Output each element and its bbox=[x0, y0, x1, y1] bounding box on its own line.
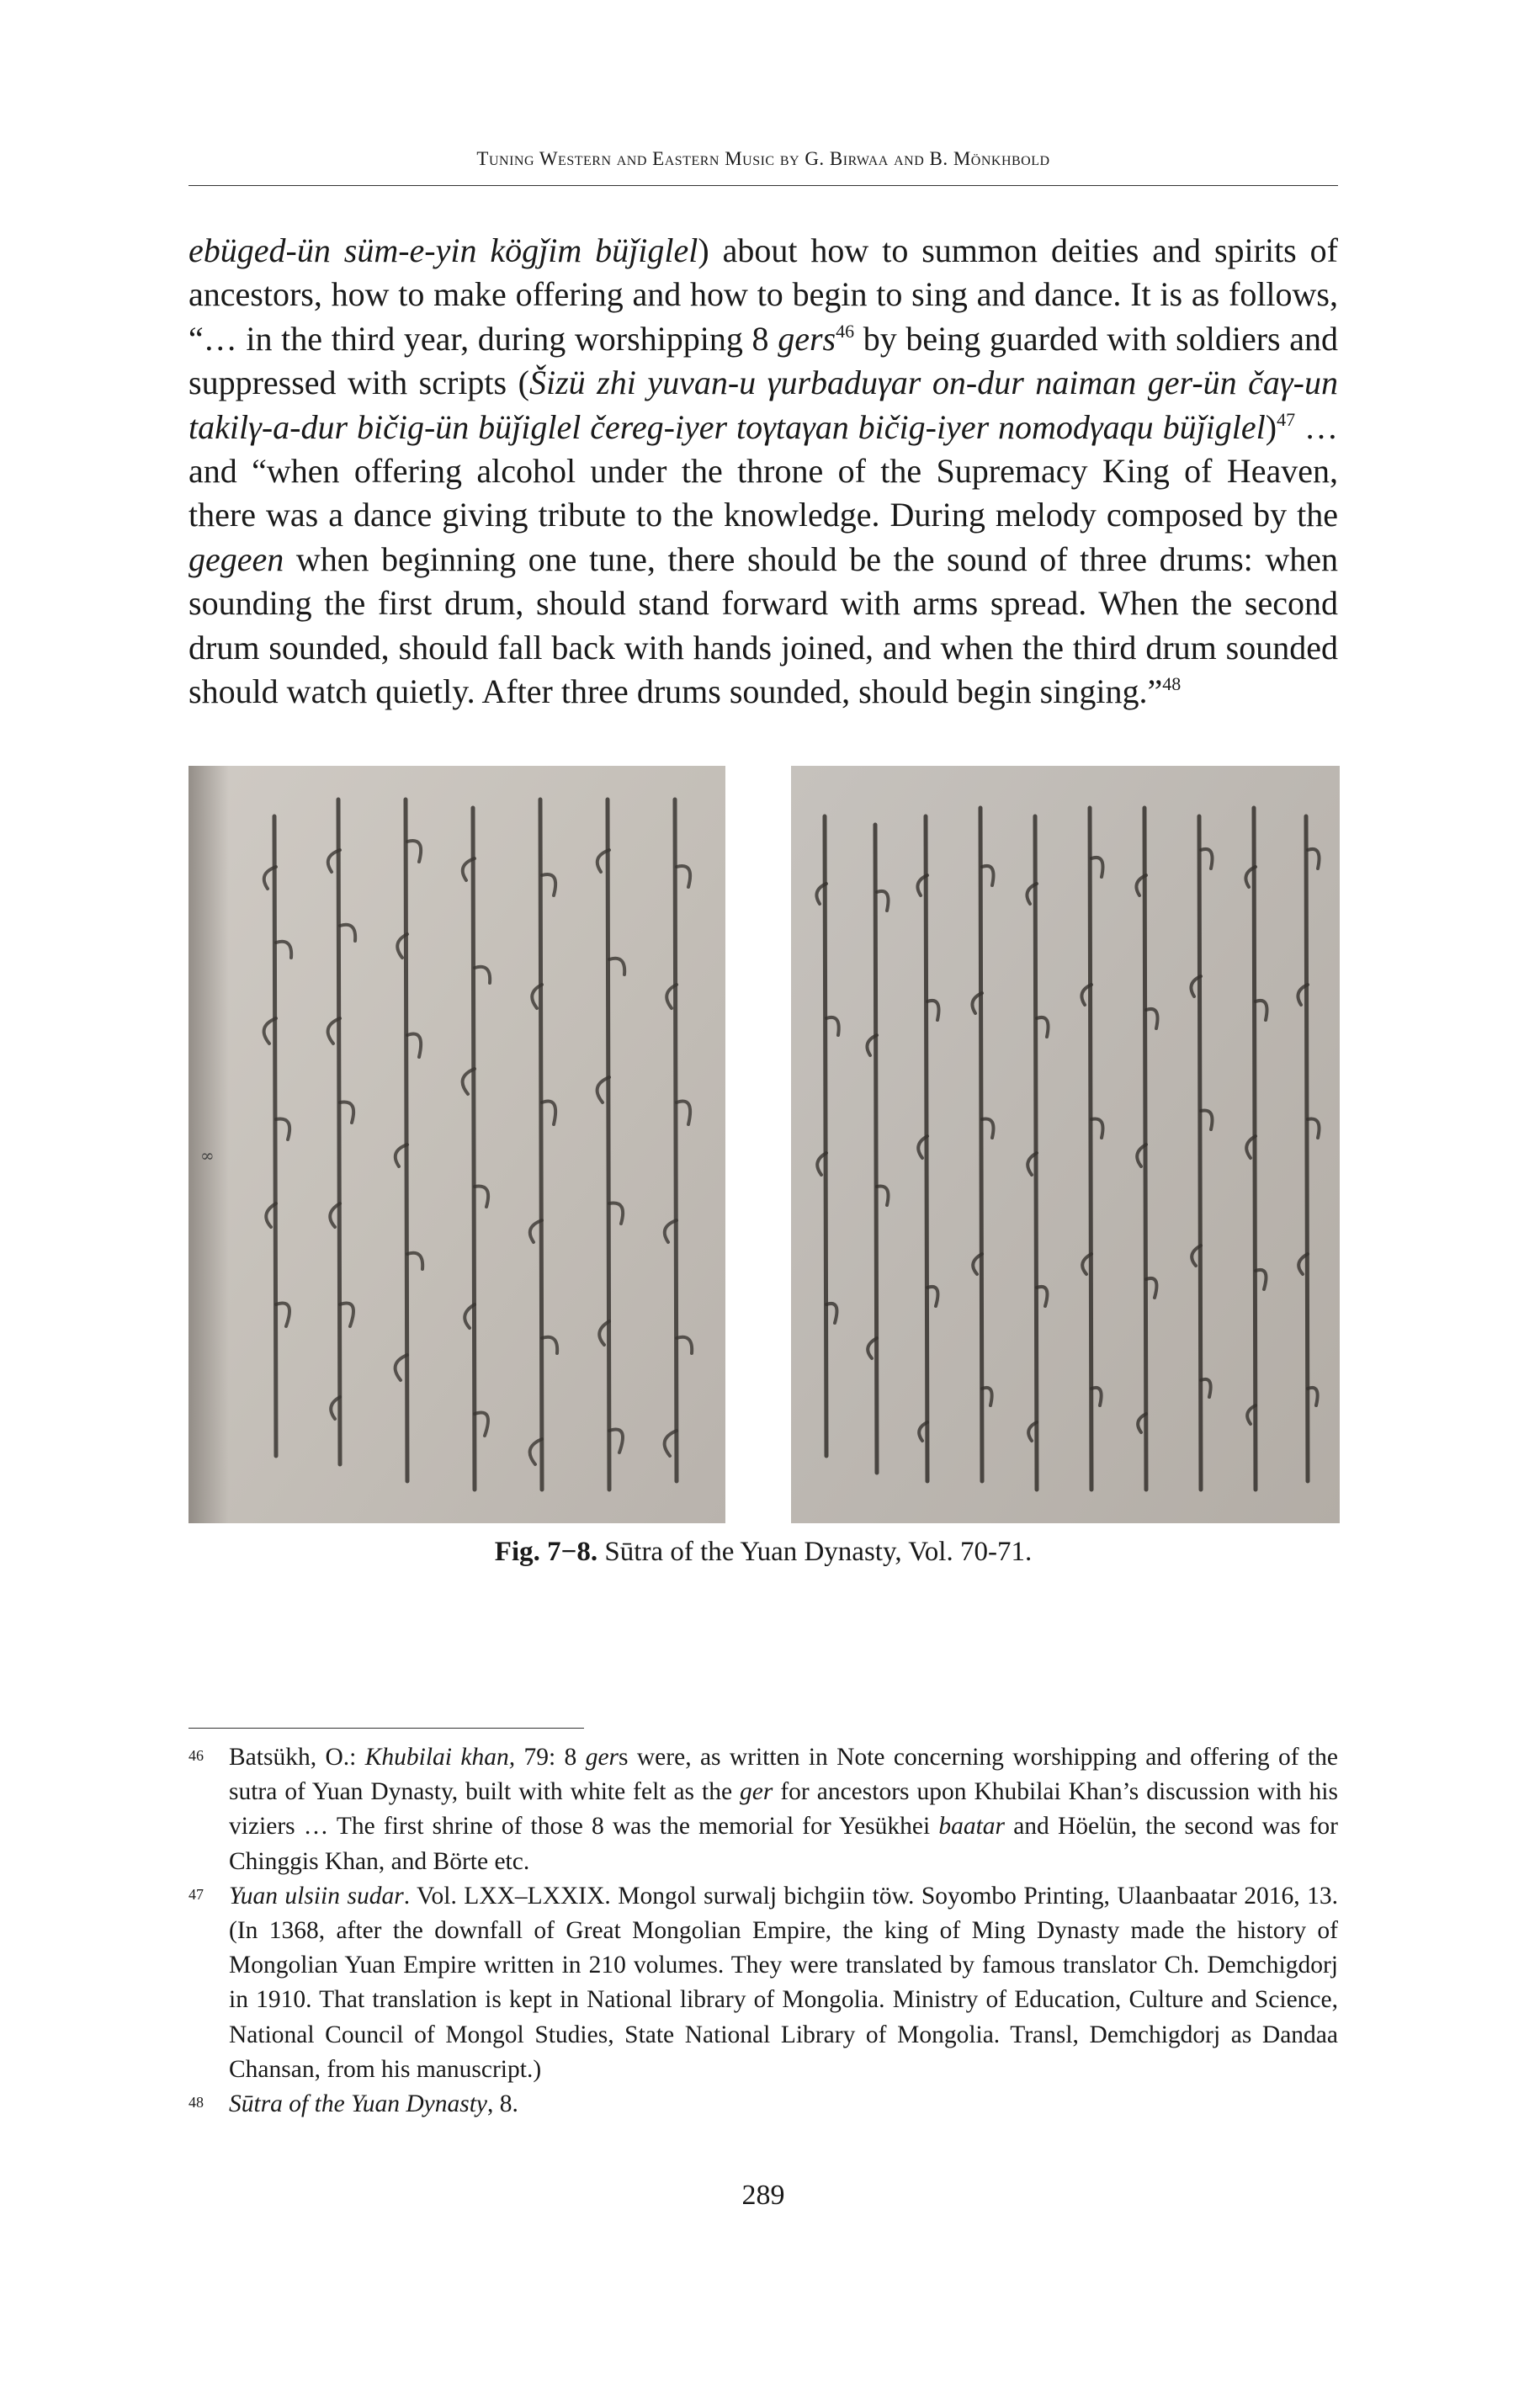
footnote-italic: ger bbox=[740, 1778, 773, 1806]
term-gers: gers bbox=[778, 319, 836, 358]
footnote-text: and Höelün, the second was for Chinggis Khan, and Börte etc. bbox=[229, 1813, 1338, 1875]
footnote-ref-47[interactable]: 47 bbox=[1277, 408, 1296, 430]
footnote-ref-46[interactable]: 46 bbox=[836, 320, 855, 342]
footnote-text: for ancestors upon Khubilai Khan’s discussion with his viziers … The first shrine of those 8 was the memorial for Yesükhei bbox=[229, 1778, 1338, 1841]
page-number: 289 bbox=[741, 2180, 785, 2211]
footnote-number: 47 bbox=[189, 1885, 204, 1903]
body-text-segment: … and “when offering alcohol under the throne of the Supremacy King of Heaven, there was a dance giving tribute to the knowledge. During melody composed by the bbox=[189, 407, 1339, 534]
footnotes bbox=[189, 1740, 1338, 2122]
footnote-text: s were, as written in Note concerning worshipping and offering of the sutra of Yuan Dynasty, built with white felt as the bbox=[229, 1744, 1339, 1806]
footnote-text: , 8. bbox=[487, 2090, 518, 2118]
footnote-47 bbox=[189, 1879, 1338, 2087]
footnote-number: 46 bbox=[189, 1747, 204, 1764]
body-text-segment: ) bbox=[1265, 407, 1277, 446]
manuscript-image-left bbox=[189, 766, 725, 1523]
footnote-italic: baatar bbox=[938, 1813, 1006, 1841]
figure-caption bbox=[189, 1537, 1338, 1568]
footnote-48 bbox=[189, 2087, 1338, 2122]
transliteration-title: ebüged-ün süm-e-yin kögǰim büǰiglel bbox=[189, 231, 698, 269]
body-paragraph bbox=[189, 229, 1338, 714]
transliteration-quote: Šizü zhi yuvan-u γurbaduγar on-dur naiman ger-ün čaγ-un takilγ-a-dur bičig-ün büǰiglel čereg-iyer toγtaγan bičig-iyer nomodγaqu büǰiglel bbox=[189, 364, 1338, 446]
footnote-italic: Khubilai khan, bbox=[364, 1744, 516, 1771]
term-gegeen: gegeen bbox=[189, 539, 284, 578]
footnote-ref-48[interactable]: 48 bbox=[1162, 673, 1182, 695]
footnote-italic: Yuan ulsiin sudar bbox=[229, 1882, 404, 1910]
running-head: Tuning Western and Eastern Music by G. Birwaa and B. Mönkhbold bbox=[476, 148, 1050, 169]
footnote-text: . Vol. LXX–LXXIX. Mongol surwalj bichgiin töw. Soyombo Printing, Ulaanbaatar 2016, 13. (In 1368, after the downfall of Great Mongolian Empire, the king of Ming Dynasty made the history of Mongolian Yuan Empire written in 210 volumes. They were translated by famous translator Ch. Demchigdorj in 1910. That translation is kept in National library of Mongolia. Ministry of Education, Culture and Science, National Council of Mongol Studies, State National Library of Mongolia. Transl, Demchigdorj as Dandaa Chansan, from his manuscript.) bbox=[229, 1882, 1338, 2083]
footnote-number: 48 bbox=[189, 2094, 204, 2111]
figure-caption-text: Sūtra of the Yuan Dynasty, Vol. 70-71. bbox=[597, 1537, 1033, 1567]
body-text-segment: by being guarded with soldiers and suppressed with scripts ( bbox=[189, 319, 1338, 402]
manuscript-photo-vol-70 bbox=[189, 766, 725, 1523]
manuscript-image-right bbox=[791, 766, 1340, 1523]
margin-mark: ∞ bbox=[200, 1145, 215, 1166]
footnote-rule bbox=[189, 1728, 584, 1729]
body-text-segment: ) about how to summon deities and spirits of ancestors, how to make offering and how to begin to sing and dance. It is as follows, “… in the third year, during worshipping 8 bbox=[189, 231, 1338, 358]
header-rule bbox=[189, 185, 1338, 186]
footnote-italic: Sūtra of the Yuan Dynasty bbox=[229, 2090, 488, 2118]
figure-label: Fig. 7−8. bbox=[494, 1537, 598, 1567]
footnote-italic: ger bbox=[585, 1744, 619, 1771]
footnote-46 bbox=[189, 1740, 1338, 1879]
body-text-segment: when beginning one tune, there should be the sound of three drums: when sounding the first drum, should stand forward with arms spread. When the second drum sounded, should fall back with hands joined, and when the third drum sounded should watch quietly. After three drums sounded, should begin singing.” bbox=[189, 539, 1338, 711]
manuscript-photo-vol-71 bbox=[791, 766, 1340, 1523]
footnote-text: Batsükh, O.: bbox=[229, 1744, 365, 1771]
footnote-text: 79: 8 bbox=[515, 1744, 586, 1771]
